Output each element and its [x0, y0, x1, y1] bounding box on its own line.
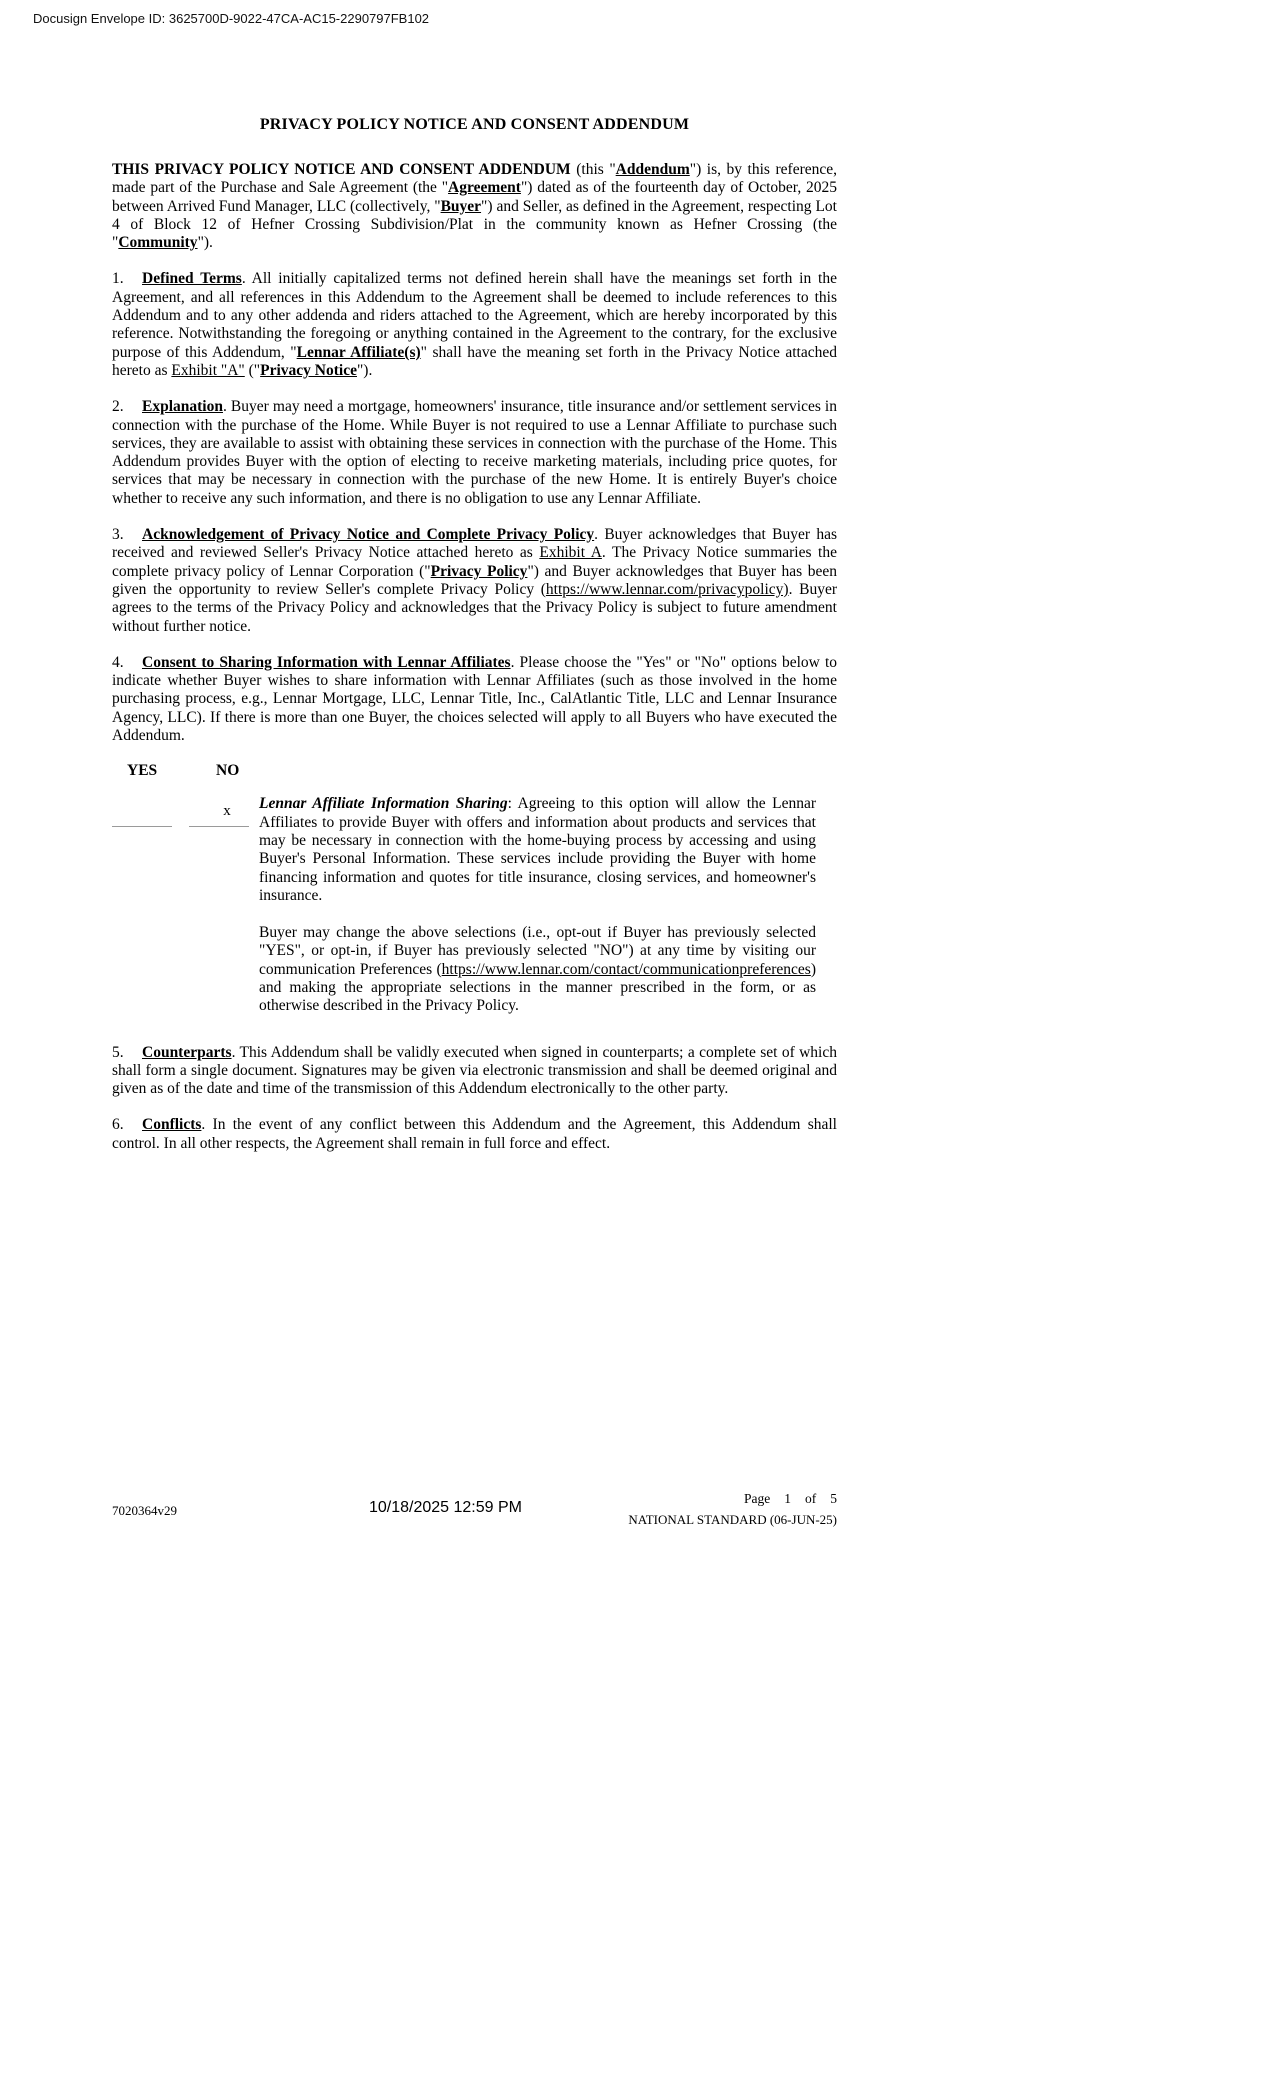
footer-standard-label: NATIONAL STANDARD (06-JUN-25) — [628, 1512, 837, 1527]
section-3-number: 3. — [112, 526, 124, 544]
section-3-text: Acknowledgement of Privacy Notice and Complete Privacy Policy. Buyer acknowledges that Buyer has received and reviewed Seller's Privacy Notice attached hereto as Exhibit A. The Privacy Notice summaries the complete privacy policy of Lennar Corporation ("Privacy Policy") and Buyer acknowledges that Buyer has been given the opportunity to review Seller's complete Privacy Policy (https://www.lennar.com/privacypolicy). Buyer agrees to the terms of the Privacy Policy and acknowledges that the Privacy Policy is subject to future amendment without further notice. — [112, 526, 838, 635]
footer-page-label: Page — [744, 1491, 771, 1506]
section-4-text: Consent to Sharing Information with Lennar Affiliates. Please choose the "Yes" or "No" options below to indicate whether Buyer wishes to share information with Lennar Affiliates (such as those involved in the home purchasing process, e.g., Lennar Mortgage, LLC, Lennar Title, Inc., CalAtlantic Title, LLC and Lennar Insurance Agency, LLC). If there is more than one Buyer, the choices selected will apply to all Buyers who have executed the Addendum. — [112, 653, 837, 745]
footer-of-label: of — [805, 1491, 817, 1506]
docusign-envelope-id: Docusign Envelope ID: 3625700D-9022-47CA-AC15-2290797FB102 — [33, 11, 430, 26]
consent-selection-area — [112, 762, 837, 1015]
section-4-consent-sharing — [112, 654, 837, 745]
section-6-number: 6. — [112, 1116, 124, 1134]
section-1-defined-terms — [112, 270, 837, 380]
footer-document-number: 7020364v29 — [112, 1503, 177, 1518]
section-6-text: Conflicts. In the event of any conflict between this Addendum and the Agreement, this Addendum shall control. In all other respects, the Agreement shall remain in full force and effect. — [112, 1116, 837, 1152]
affiliate-sharing-paragraph: Lennar Affiliate Information Sharing: Agreeing to this option will allow the Lennar Affiliates to provide Buyer with offers and information about products and services that may be necessary in connection with the home-buying process by accessing and using Buyer's Personal Information. These services include providing the Buyer with home financing information and quotes for title insurance, closing services, and homeowner's insurance. — [259, 795, 817, 904]
footer-timestamp: 10/18/2025 12:59 PM — [368, 1499, 522, 1516]
section-1-text: Defined Terms. All initially capitalized terms not defined herein shall have the meanings set forth in the Agreement, and all references in this Addendum to the Agreement shall be deemed to include references to this Addendum and to any other addenda and riders attached to the Agreement, which are hereby incorporated by this reference. Notwithstanding the foregoing or anything contained in the Agreement to the contrary, for the exclusive purpose of this Addendum, "Lennar Affiliate(s)" shall have the meaning set forth in the Privacy Notice attached hereto as Exhibit "A" ("Privacy Notice"). — [112, 270, 837, 379]
footer-page-number: 1 — [784, 1491, 791, 1506]
section-5-text: Counterparts. This Addendum shall be validly executed when signed in counterparts; a complete set of which shall form a single document. Signatures may be given via electronic transmission and shall be deemed original and given as of the date and time of the transmission of this Addendum electronically to the other party. — [112, 1043, 837, 1098]
section-3-acknowledgement — [112, 526, 837, 636]
affiliate-sharing-description — [259, 762, 816, 1015]
no-selection-line[interactable] — [189, 826, 249, 827]
no-column-header: NO — [216, 762, 240, 780]
section-5-counterparts — [112, 1044, 837, 1099]
section-2-number: 2. — [112, 398, 124, 416]
communication-preferences-link[interactable]: https://www.lennar.com/contact/communicationpreferences — [441, 960, 811, 978]
footer-page-info — [744, 1491, 837, 1507]
yes-selection-line[interactable] — [112, 826, 172, 827]
section-4-number: 4. — [112, 653, 124, 671]
section-6-conflicts — [112, 1116, 837, 1153]
section-5-number: 5. — [112, 1043, 124, 1061]
section-2-text: Explanation. Buyer may need a mortgage, homeowners' insurance, title insurance and/or settlement services in connection with the purchase of the Home. While Buyer is not required to use a Lennar Affiliate to purchase such services, they are available to assist with obtaining these services in connection with the purchase of the Home. This Addendum provides Buyer with the option of electing to receive marketing materials, including price quotes, for services that may be necessary in connection with the purchase of the new Home. It is entirely Buyer's choice whether to receive any such information, and there is no obligation to use any Lennar Affiliate. — [112, 398, 837, 507]
yes-column-header: YES — [127, 762, 158, 780]
intro-paragraph: THIS PRIVACY POLICY NOTICE AND CONSENT ADDENDUM (this "Addendum") is, by this reference, made part of the Purchase and Sale Agreement (the "Agreement") dated as of the fourteenth day of October, 2025 between Arrived Fund Manager, LLC (collectively, "Buyer") and Seller, as defined in the Agreement, respecting Lot 4 of Block 12 of Hefner Crossing Subdivision/Plat in the community known as Hefner Crossing (the "Community"). — [112, 161, 838, 252]
section-2-explanation — [112, 398, 837, 508]
footer-page-total: 5 — [830, 1491, 837, 1506]
privacy-policy-link[interactable]: https://www.lennar.com/privacypolicy) — [545, 580, 789, 598]
no-selection-mark: x — [223, 803, 231, 820]
document-content — [112, 0, 837, 1153]
section-1-number: 1. — [112, 270, 124, 288]
page-title: PRIVACY POLICY NOTICE AND CONSENT ADDENDUM — [259, 116, 690, 133]
opt-out-paragraph: Buyer may change the above selections (i.e., opt-out if Buyer has previously selected "YES", or opt-in, if Buyer has previously selected "NO") at any time by visiting our communication Preferences (https://www.lennar.com/contact/communicationpreferences) and making the appropriate selections in the manner prescribed in the form, or as otherwise described in the Privacy Policy. — [259, 924, 816, 1015]
